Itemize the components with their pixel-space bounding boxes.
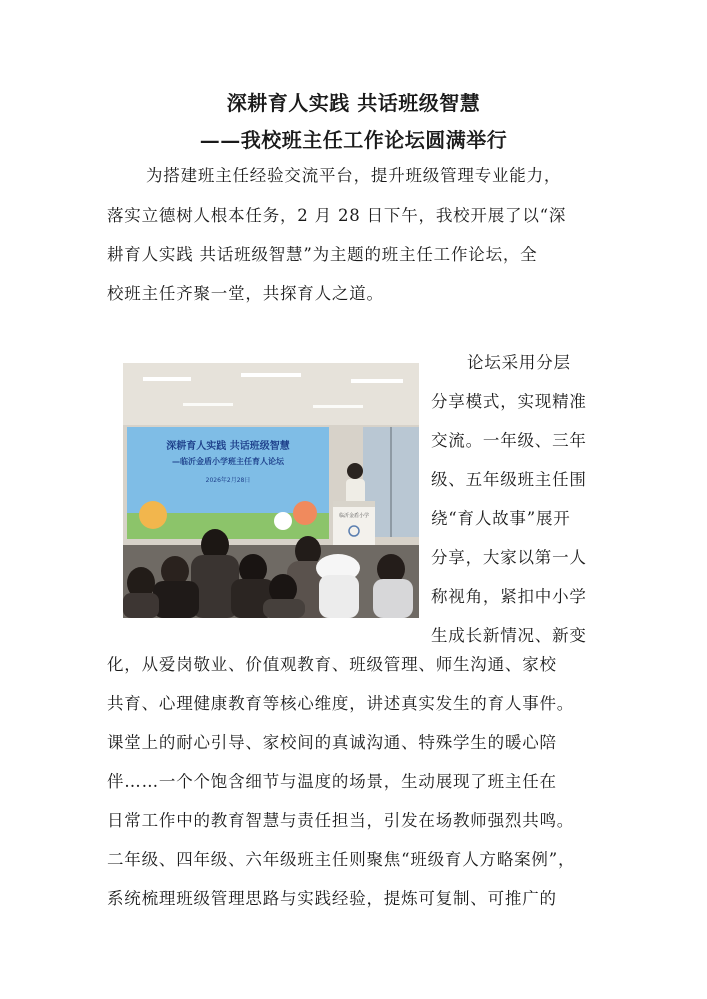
side-line: 生成长新情况、新变 <box>431 626 587 645</box>
body-line: 日常工作中的教育智慧与责任担当，引发在场教师强烈共鸣。 <box>107 811 575 830</box>
banner-line2: —临沂金盾小学班主任育人论坛 <box>172 457 284 466</box>
side-line: 级、五年级班主任围 <box>431 470 587 489</box>
article-title: 深耕育人实践 共话班级智慧 <box>226 91 481 115</box>
speaker <box>347 463 363 479</box>
banner-line1: 深耕育人实践 共话班级智慧 <box>166 441 290 452</box>
ceiling-light <box>241 373 301 377</box>
body-line: 共育、心理健康教育等核心维度，讲述真实发生的育人事件。 <box>107 694 575 713</box>
side-line: 分享，大家以第一人 <box>431 548 587 567</box>
intro-line: 耕育人实践 共话班级智慧”为主题的班主任工作论坛，全 <box>107 245 538 264</box>
body-line: 二年级、四年级、六年级班主任则聚焦“班级育人方略案例”， <box>107 850 576 869</box>
podium <box>333 501 375 547</box>
intro-line: 校班主任齐聚一堂，共探育人之道。 <box>107 284 384 303</box>
ceiling-light <box>351 379 403 383</box>
side-line: 绕“育人故事”展开 <box>431 509 571 528</box>
ceiling-light <box>183 403 233 406</box>
body-line: 系统梳理班级管理思路与实践经验，提炼可复制、可推广的 <box>107 889 557 908</box>
body-line: 伴……一个个饱含细节与温度的场景，生动展现了班主任在 <box>107 772 557 791</box>
side-line: 论坛采用分层 <box>467 353 571 372</box>
intro-line: 落实立德树人根本任务，2 月 28 日下午，我校开展了以“深 <box>107 206 567 225</box>
ceiling-light <box>143 377 191 381</box>
podium-label: 临沂金盾小学 <box>338 513 370 519</box>
side-line: 分享模式，实现精准 <box>431 392 587 411</box>
forum-photo-illustration <box>123 363 419 618</box>
forum-photo <box>123 363 419 618</box>
body-line: 化，从爱岗敬业、价值观教育、班级管理、师生沟通、家校 <box>107 655 557 674</box>
banner-date: 2026年2月28日 <box>205 477 251 484</box>
article-subtitle: ——我校班主任工作论坛圆满举行 <box>199 128 508 152</box>
ceiling-light <box>313 405 363 408</box>
side-line: 称视角，紧扣中小学 <box>431 587 587 606</box>
side-line: 交流。一年级、三年 <box>431 431 587 450</box>
intro-line: 为搭建班主任经验交流平台，提升班级管理专业能力， <box>146 166 562 185</box>
ceiling <box>123 363 419 425</box>
body-line: 课堂上的耐心引导、家校间的真诚沟通、特殊学生的暖心陪 <box>107 733 557 752</box>
